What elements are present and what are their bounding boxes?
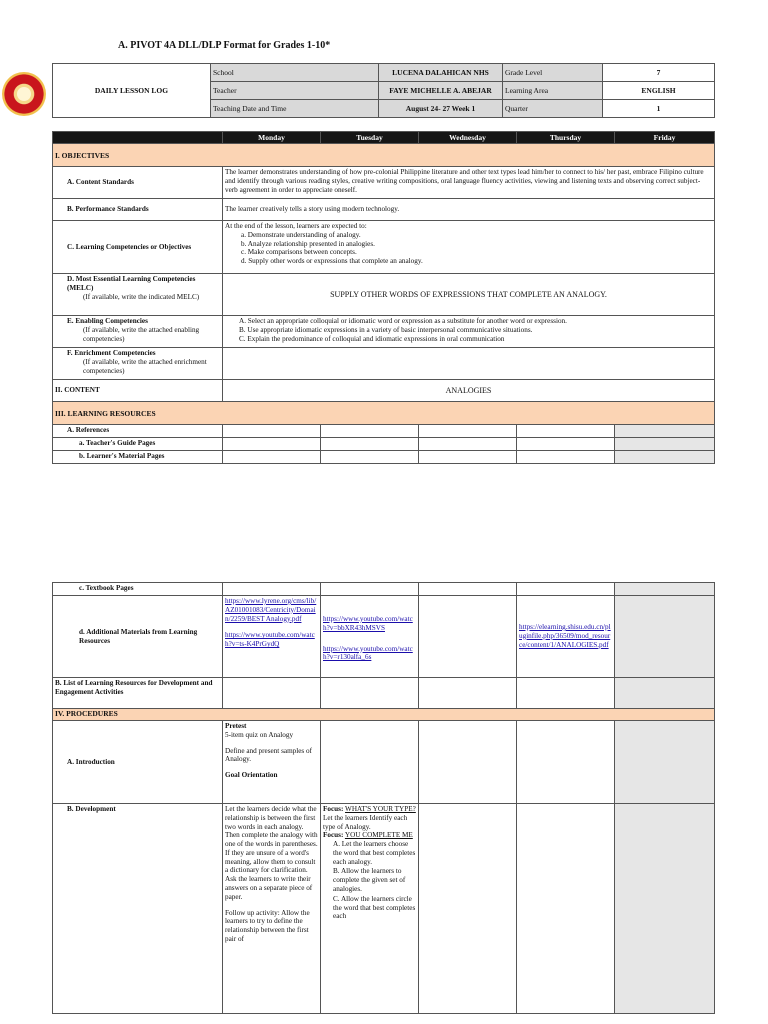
date-time-label: Teaching Date and Time <box>211 100 379 118</box>
cell <box>615 678 715 709</box>
cell <box>223 678 321 709</box>
cell <box>615 804 715 1014</box>
competency-item: c. Make comparisons between concepts. <box>241 248 357 257</box>
cell <box>419 721 517 804</box>
cell <box>615 583 715 596</box>
development-step: C. Allow the learners circle the word that best completes each <box>333 894 416 921</box>
teachers-guide-label: a. Teacher's Guide Pages <box>53 438 223 451</box>
resource-link[interactable]: https://www.youtube.com/watch?v=r130alfa_6s <box>323 644 413 662</box>
list-of-resources-label: B. List of Learning Resources for Development and Engagement Activities <box>53 678 223 709</box>
content-label: II. CONTENT <box>53 380 223 402</box>
learning-competencies-value <box>223 221 715 274</box>
enrichment-label: F. Enrichment Competencies <box>67 349 156 358</box>
cell <box>615 721 715 804</box>
focus-title: WHAT'S YOUR TYPE? <box>345 805 416 813</box>
cell <box>517 583 615 596</box>
development-step: A. Let the learners choose the word that best completes each analogy. <box>333 840 416 866</box>
enabling-value <box>223 316 715 348</box>
introduction-label: A. Introduction <box>53 721 223 804</box>
cell <box>419 596 517 678</box>
grade-level-label: Grade Level <box>503 64 603 82</box>
pretest-text: 5-item quiz on Analogy <box>225 730 294 739</box>
performance-standards-value: The learner creatively tells a story using modern technology. <box>223 199 715 221</box>
resource-link[interactable]: https://www.youtube.com/watch?v=bbXR43hMSVS <box>323 615 413 632</box>
competency-item: d. Supply other words or expressions that complete an analogy. <box>241 257 423 266</box>
enrichment-value <box>223 348 715 380</box>
document-title: A. PIVOT 4A DLL/DLP Format for Grades 1-10* <box>118 40 331 51</box>
define-text: Define and present samples of Analogy. <box>225 746 313 764</box>
content-standards-label: A. Content Standards <box>53 167 223 199</box>
school-value: LUCENA DALAHICAN NHS <box>379 64 503 82</box>
day-header-blank <box>53 132 223 144</box>
cell <box>517 721 615 804</box>
cell <box>321 678 419 709</box>
development-steps <box>323 840 416 921</box>
development-step: B. Allow the learners to complete the given set of analogies. <box>333 867 406 894</box>
seal-center <box>17 87 31 101</box>
daily-lesson-log-label: DAILY LESSON LOG <box>53 64 211 118</box>
learning-resources-heading: III. LEARNING RESOURCES <box>53 402 715 425</box>
cell <box>419 438 517 451</box>
focus-label: Focus: <box>323 805 344 813</box>
textbook-pages-label: c. Textbook Pages <box>53 583 223 596</box>
melc-note: (If available, write the indicated MELC) <box>83 292 200 301</box>
follow-up-text: Follow up activity: Allow the learners to try to define the relationship between the first pair of <box>225 908 310 943</box>
cell <box>419 451 517 464</box>
cell <box>419 804 517 1014</box>
school-seal-logo <box>2 72 46 116</box>
cell <box>517 451 615 464</box>
procedures-heading: IV. PROCEDURES <box>53 709 715 721</box>
performance-standards-label: B. Performance Standards <box>53 199 223 221</box>
tuesday-links-cell <box>321 596 419 678</box>
resource-link[interactable]: https://www.lyrene.org/cms/lib/AZ01001083/Centricity/Domain/2259/BEST Analogy.pdf <box>225 597 317 623</box>
monday-links-cell <box>223 596 321 678</box>
development-monday <box>223 804 321 1014</box>
teacher-value: FAYE MICHELLE A. ABEJAR <box>379 82 503 100</box>
competency-item: b. Analyze relationship presented in analogies. <box>241 239 375 248</box>
teacher-label: Teacher <box>211 82 379 100</box>
learners-material-label: b. Learner's Material Pages <box>53 451 223 464</box>
enabling-item: B. Use appropriate idiomatic expressions in a variety of basic interpersonal communicative situations. <box>239 325 533 334</box>
enrichment-note: (If available, write the attached enrichment competencies) <box>83 357 207 375</box>
melc-label-cell <box>53 274 223 316</box>
grade-level-value: 7 <box>603 64 715 82</box>
learning-area-label: Learning Area <box>503 82 603 100</box>
enabling-label-cell <box>53 316 223 348</box>
cell <box>517 804 615 1014</box>
resource-link[interactable]: https://www.youtube.com/watch?v=ts-K4PrGydQ <box>225 631 315 649</box>
competencies-intro: At the end of the lesson, learners are expected to: <box>225 222 367 231</box>
goal-orientation-label: Goal Orientation <box>225 771 278 780</box>
learning-competencies-label: C. Learning Competencies or Objectives <box>53 221 223 274</box>
enabling-note: (If available, write the attached enabling competencies) <box>83 325 200 343</box>
pretest-label: Pretest <box>225 722 247 730</box>
resource-link[interactable]: https://elearning.shisu.edu.cn/pluginfile.php/36509/mod_resource/content/1/ANALOGIES.pdf <box>519 623 611 649</box>
day-header-thursday: Thursday <box>517 132 615 144</box>
development-tuesday <box>321 804 419 1014</box>
cell <box>321 451 419 464</box>
cell <box>321 721 419 804</box>
content-value: ANALOGIES <box>223 380 715 402</box>
cell <box>419 678 517 709</box>
melc-label: D. Most Essential Learning Competencies (MELC) <box>67 275 196 292</box>
learning-area-value: ENGLISH <box>603 82 715 100</box>
references-label: A. References <box>53 425 223 438</box>
cell <box>321 583 419 596</box>
development-label: B. Development <box>53 804 223 1014</box>
introduction-monday <box>223 721 321 804</box>
day-header-friday: Friday <box>615 132 715 144</box>
quarter-value: 1 <box>603 100 715 118</box>
cell <box>615 425 715 438</box>
enabling-item: C. Explain the predominance of colloquial and idiomatic expressions in oral communication <box>239 334 505 343</box>
cell <box>223 583 321 596</box>
objectives-heading: I. OBJECTIVES <box>53 144 715 167</box>
cell <box>615 438 715 451</box>
content-standards-value: The learner demonstrates understanding of how pre-colonial Philippine literature and other text types lead him/her to connect to his/ her past, embrace Filipino culture and identify through various reading styles, creative writing compositions, oral language fluency activities, viewing and listening texts and observing correct subject-verb agreement in order to appreciate oneself. <box>223 167 715 199</box>
identify-text: Let the learners Identify each type of Analogy. <box>323 813 408 831</box>
cell <box>615 451 715 464</box>
cell <box>517 678 615 709</box>
focus-title: YOU COMPLETE ME <box>344 831 413 840</box>
cell <box>223 438 321 451</box>
date-time-value: August 24- 27 Week 1 <box>379 100 503 118</box>
enabling-item: A. Select an appropriate colloquial or idiomatic word or expression as a substitute for another word or expression. <box>239 317 567 326</box>
cell <box>517 438 615 451</box>
lesson-log-table-continued <box>52 582 715 1014</box>
competencies-list <box>225 231 712 266</box>
additional-materials-label: d. Additional Materials from Learning Resources <box>53 596 223 678</box>
day-header-tuesday: Tuesday <box>321 132 419 144</box>
quarter-label: Quarter <box>503 100 603 118</box>
enrichment-label-cell <box>53 348 223 380</box>
cell <box>517 425 615 438</box>
enabling-label: E. Enabling Competencies <box>67 317 148 326</box>
lesson-log-table <box>52 131 715 464</box>
day-header-monday: Monday <box>223 132 321 144</box>
focus-label: Focus: <box>323 831 344 840</box>
thursday-links-cell <box>517 596 615 678</box>
cell <box>419 425 517 438</box>
cell <box>615 596 715 678</box>
development-text: Let the learners decide what the relationship is between the first two words in each analogy. Then complete the analogy with one of the words in parentheses. If they are unsure of a word's meaning, allow them to consult a dictionary for clarification. Ask the learners to write their answers on a separate piece of paper. <box>225 805 318 901</box>
cell <box>223 425 321 438</box>
cell <box>321 425 419 438</box>
melc-value: SUPPLY OTHER WORDS OF EXPRESSIONS THAT COMPLETE AN ANALOGY. <box>223 274 715 316</box>
header-table <box>52 63 715 118</box>
day-header-wednesday: Wednesday <box>419 132 517 144</box>
cell <box>419 583 517 596</box>
competency-item: a. Demonstrate understanding of analogy. <box>241 230 361 239</box>
school-label: School <box>211 64 379 82</box>
cell <box>223 451 321 464</box>
cell <box>321 438 419 451</box>
